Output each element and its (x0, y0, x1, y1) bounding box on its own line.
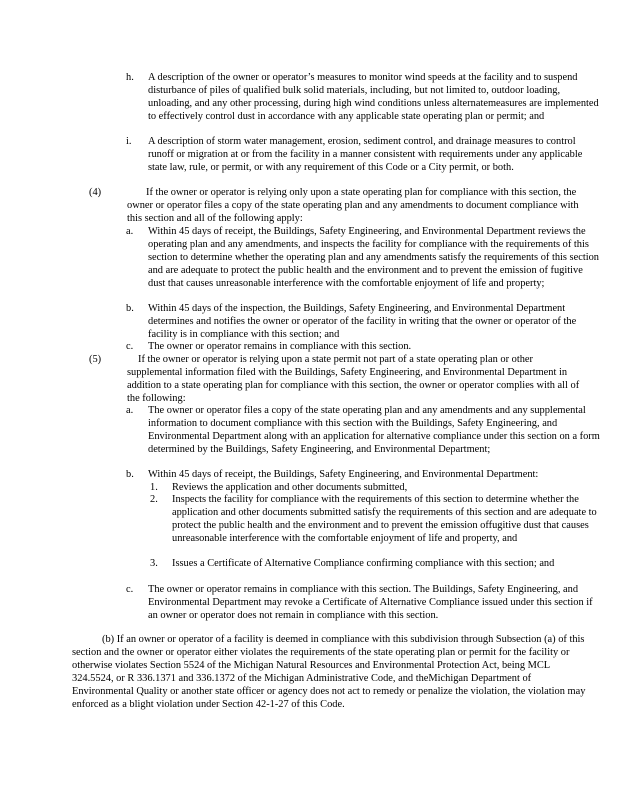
sub-item-text: Reviews the application and other documents submitted, (172, 482, 408, 493)
list-item-5a (126, 405, 600, 457)
list-item-text: The owner or operator remains in compliance with this section. The Buildings, Safety Engineering, and Environmental Department may revoke a Certificate of Alternative Compliance issued under this section if an owner or operator does not remain in compliance with this section. (148, 584, 593, 621)
list-item-text: The owner or operator remains in compliance with this section. (148, 341, 412, 352)
paragraph-marker: (5) (89, 354, 102, 365)
list-item-4c (126, 341, 600, 354)
list-marker: b. (126, 303, 134, 314)
list-item-text: Within 45 days of the inspection, the Buildings, Safety Engineering, and Environmental Department determines and notifies the owner or operator of the facility in writing that the owner or operator of the facility is in compliance with this section; and (148, 303, 577, 340)
paragraph-4 (89, 187, 584, 226)
list-item-5c (126, 584, 600, 623)
sub-item-text: Issues a Certificate of Alternative Compliance confirming compliance with this section; and (172, 558, 555, 569)
list-item-text: A description of storm water management, erosion, sediment control, and drainage measures to control runoff or migration at or from the facility in a manner consistent with requirements under any applicable state law, rule, or permit, or with any requirement of this Code or a City permit, or both. (148, 136, 583, 173)
list-item-i (126, 136, 600, 175)
sub-marker: 2. (150, 494, 158, 505)
list-item-text: A description of the owner or operator’s measures to monitor wind speeds at the facility and to suspend disturbance of piles of qualified bulk solid materials, including, but not limited to, outdoor loading, unloading, and any other processing, during high wind conditions unless alternatemeasures are implemented to effectively control dust in accordance with any applicable state operating plan or permit; and (148, 72, 599, 122)
paragraph-text: If the owner or operator is relying upon a state permit not part of a state operating plan or other supplemental information filed with the Buildings, Safety Engineering, and Environmental Department in addition to a state operating plan for compliance with this section, the owner or operator complies with all of the following: (127, 354, 580, 404)
list-marker: a. (126, 226, 134, 237)
list-item-5b (126, 469, 600, 482)
sub-marker: 1. (150, 482, 158, 493)
paragraph-text: If the owner or operator is relying only upon a state operating plan for compliance with this section, the owner or operator files a copy of the state operating plan and any amendments to document compliance with this section and all of the following apply: (127, 187, 579, 224)
list-item-text: Within 45 days of receipt, the Buildings, Safety Engineering, and Environmental Department: (148, 469, 539, 480)
paragraph-marker: (4) (89, 187, 102, 198)
list-marker: c. (126, 341, 134, 352)
paragraph-b (72, 634, 592, 711)
list-item-4b (126, 303, 600, 342)
paragraph-text: (b) If an owner or operator of a facility is deemed in compliance with this subdivision through Subsection (a) of this section and the owner or operator either violates the requirements of the state operating plan or permit for the facility or otherwise violates Section 5524 of the Michigan Natural Resources and Environmental Protection Act, being MCL 324.5524, or R 336.1371 and 336.1372 of the Michigan Administrative Code, and theMichigan Department of Environmental Quality or another state officer or agency does not act to remedy or penalize the violation, the violation may enforced as a blight violation under Section 42-1-27 of this Code. (72, 634, 586, 710)
list-marker: c. (126, 584, 134, 595)
sub-item-1 (150, 482, 600, 495)
list-item-h (126, 72, 600, 124)
list-marker: h. (126, 72, 134, 83)
list-marker: b. (126, 469, 134, 480)
sub-item-text: Inspects the facility for compliance with the requirements of this section to determine whether the application and other documents submitted satisfy the requirements of this section and are adequate to protect the public health and the environment and to prevent the emission offugitive dust that causes unreasonable interference with the comfortable enjoyment of life and property, and (172, 494, 597, 544)
list-marker: a. (126, 405, 134, 416)
sub-item-3 (150, 558, 600, 571)
list-item-text: The owner or operator files a copy of the state operating plan and any amendments and any supplemental information to document compliance with this section with the Buildings, Safety Engineering, and Environmental Department along with an application for alternative compliance under this section on a form determined by the Buildings, Safety Engineering, and Environmental Department; (148, 405, 600, 455)
sub-marker: 3. (150, 558, 158, 569)
list-marker: i. (126, 136, 132, 147)
list-item-4a (126, 226, 600, 291)
sub-item-2 (150, 494, 600, 546)
paragraph-5 (89, 354, 589, 406)
list-item-text: Within 45 days of receipt, the Buildings, Safety Engineering, and Environmental Department reviews the operating plan and any amendments, and inspects the facility for compliance with the requirements of this section to determine whether the operating plan and any amendments satisfy the requirements of this section and are adequate to protect the public health and the environment and to prevent the emission of fugitive dust that causes unreasonable interference with the comfortable enjoyment of life and property; (148, 226, 599, 289)
